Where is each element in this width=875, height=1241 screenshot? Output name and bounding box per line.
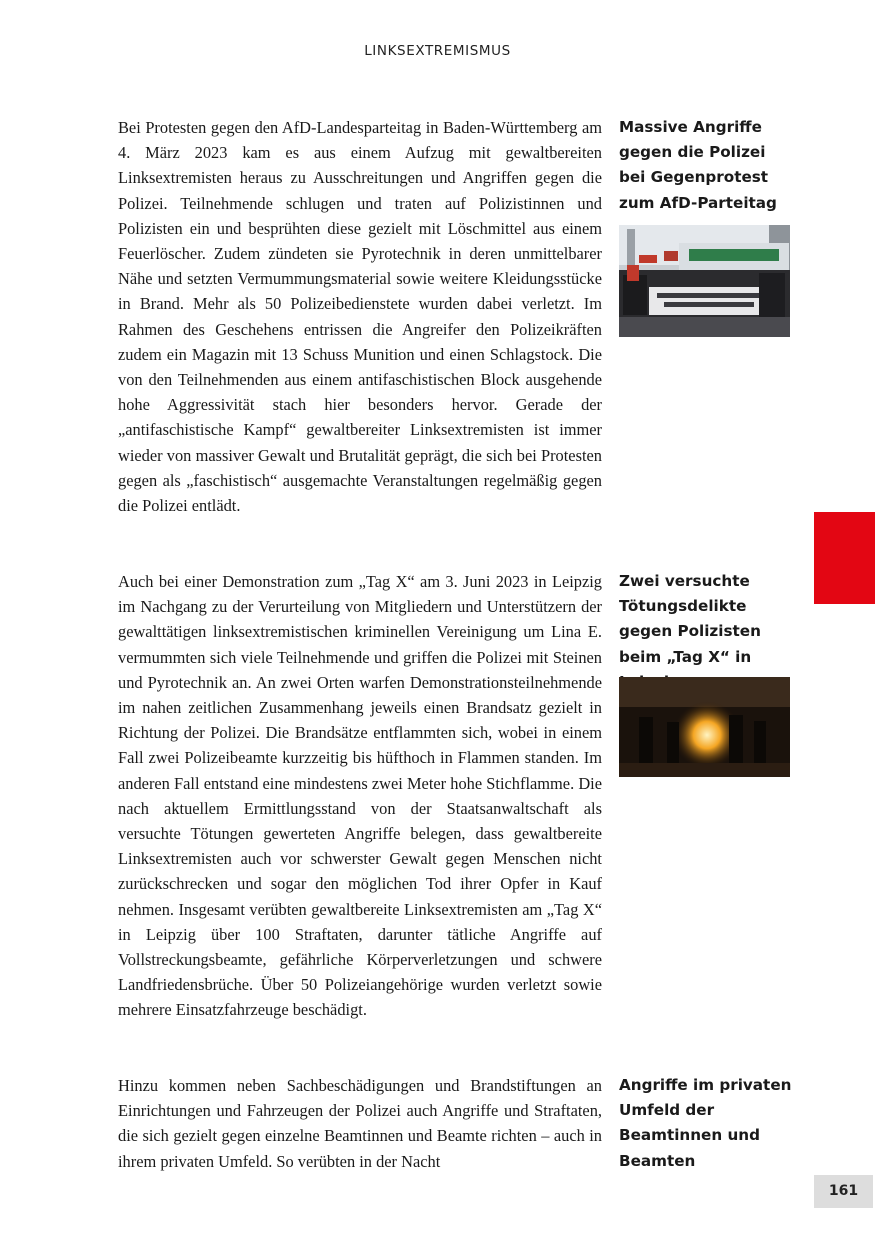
- photo-afd-protest: [619, 225, 790, 337]
- margin-heading-afd-parteitag: Massive Angriffe gegen die Polizei bei Gegenprotest zum AfD-Parteitag: [619, 118, 777, 212]
- chapter-marker-tab: [814, 512, 875, 604]
- paragraph-private-umfeld: Hinzu kommen neben Sachbeschädigungen und Brandstiftungen an Einrichtungen und Fahrzeugen der Polizei auch Angriffe und Straftaten, die sich gezielt gegen einzelne Beamtinnen und Beamte richten – auch in ihrem privaten Umfeld. So verübten in der Nacht: [118, 1076, 602, 1171]
- page-number: 161: [814, 1175, 873, 1208]
- margin-heading-private-umfeld: Angriffe im privaten Umfeld der Beamtinnen und Beamten: [619, 1076, 792, 1170]
- running-header: LINKSEXTREMISMUS: [364, 43, 511, 59]
- photo-tag-x-riot: [619, 677, 790, 777]
- paragraph-tag-x-leipzig: Auch bei einer Demonstration zum „Tag X“ am 3. Juni 2023 in Leipzig im Nachgang zu der Verurteilung von Mitgliedern und Unterstützern der gewalttätigen linksextremistischen kriminellen Vereinigung um Lina E. vermummten sich viele Teilnehmende und griffen die Polizei mit Steinen und Pyrotechnik an. An zwei Orten warfen Demonstrationsteilnehmende im nahen zeitlichen Zusammenhang jeweils einen Brandsatz gezielt in Richtung der Polizei. Die Brandsätze entflammten sich, wobei in einem Fall zwei Polizeibeamte kurzzeitig bis hüfthoch in Flammen standen. Im anderen Fall entstand eine mindestens zwei Meter hohe Stichflamme. Die nach aktuellem Ermittlungsstand von der Staatsanwaltschaft als versuchte Tötungen gewerteten Angriffe belegen, dass gewaltbereite Linksextremisten auch vor schwerster Gewalt gegen Menschen nicht zurückschrecken und sogar den möglichen Tod ihrer Opfer in Kauf nehmen. Insgesamt verübten gewaltbereite Linksextremisten am „Tag X“ in Leipzig über 100 Straftaten, darunter tätliche Angriffe auf Vollstreckungsbeamte, gefährliche Körperverletzungen und schwere Landfriedensbrüche. Über 50 Polizeiangehörige wurden verletzt sowie mehrere Einsatzfahrzeuge beschädigt.: [118, 572, 602, 1020]
- paragraph-afd-parteitag: Bei Protesten gegen den AfD-Landesparteitag in Baden-Württemberg am 4. März 2023 kam es aus einem Aufzug mit gewaltbereiten Linksextremisten heraus zu Ausschreitungen und Angriffen gegen die Polizei. Teilnehmende schlugen und traten auf Polizistinnen und Polizisten ein und besprühten diese gezielt mit Löschmittel aus einem Feuerlöscher. Zudem zündeten sie Pyrotechnik in deren unmittelbarer Nähe und setzten Vermummungsmaterial sowie weitere Kleidungsstücke in Brand. Mehr als 50 Polizeibedienstete wurden dabei verletzt. Im Rahmen des Geschehens entrissen die Angreifer den Polizeikräften zudem ein Magazin mit 13 Schuss Munition und einen Schlagstock. Die von den Teilnehmenden aus einem antifaschistischen Block ausgehende hohe Aggressivität stach hier besonders hervor. Gerade der „antifaschistische Kampf“ gewaltbereiter Linksextremisten ist immer wieder von massiver Gewalt und Brutalität geprägt, die sich bei Protesten gegen als „faschistisch“ ausgemachte Veranstaltungen regelmäßig gegen die Polizei entlädt.: [118, 118, 602, 516]
- margin-heading-tag-x-leipzig: Zwei versuchte Tötungsdelikte gegen Polizisten beim „Tag X“ in: [619, 572, 761, 666]
